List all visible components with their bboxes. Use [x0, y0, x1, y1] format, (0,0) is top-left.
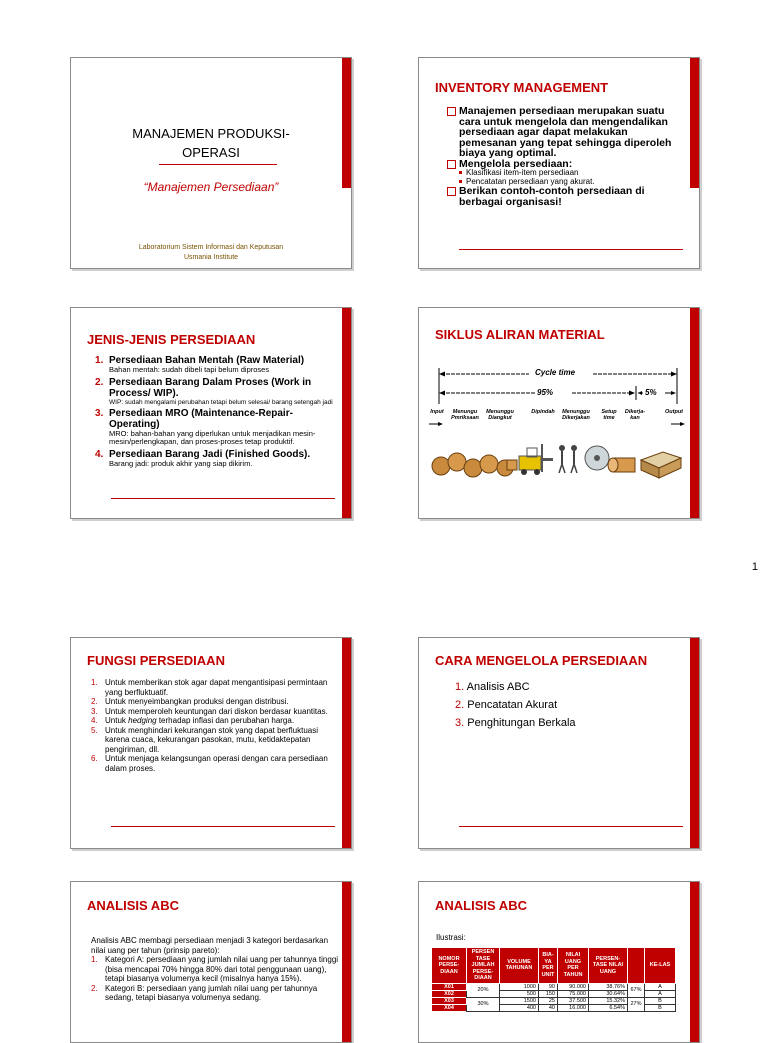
forklift-icon: [507, 444, 553, 475]
list-description: MRO: bahan-bahan yang diperlukan untuk menjadikan mesin-mesin/perlengkapan, dan proses-proses tetap produktif.: [109, 428, 316, 446]
title-divider: [159, 164, 277, 165]
list-number: 2.: [455, 699, 465, 711]
slide-accent-bar: [690, 58, 699, 188]
list-heading: Persediaan Bahan Mentah (Raw Material): [109, 355, 305, 366]
slide-heading: INVENTORY MANAGEMENT: [435, 80, 609, 95]
stage-label: Menungu Pmriksaan: [451, 409, 479, 421]
column-header: PERSEN TASE JUMLAH PERSE-DIAAN: [467, 948, 500, 984]
method-list: [455, 678, 576, 732]
lab-line-2: Usmania Institute: [183, 254, 239, 261]
list-item: [455, 714, 576, 732]
list-number: 6.: [91, 754, 98, 763]
slide-accent-bar: [342, 638, 351, 848]
table-cell: B: [645, 997, 676, 1004]
table-cell: X03: [432, 997, 467, 1004]
saw-blade-icon: [585, 446, 609, 470]
pct-5-label: 5%: [645, 388, 657, 397]
list-item: [91, 697, 341, 707]
slide-cara-mengelola: [418, 637, 700, 849]
list-heading: Persediaan Barang Dalam Proses (Work in Process/ WIP).: [109, 376, 312, 399]
stage-label: Dikerja-kan: [624, 409, 646, 421]
slide-inventory-management: [418, 57, 700, 269]
table-cell: 1500: [500, 997, 539, 1004]
table-cell: 150: [539, 990, 558, 997]
table-cell: X01: [432, 983, 467, 990]
bullet-text: Manajemen persediaan merupakan suatu cara untuk mengelola dan mengendalikan persediaan agar dapat melakukan pemesanan yang tepat sehingga diperoleh biaya yang optimal.: [459, 105, 672, 159]
slide-accent-bar: [690, 638, 699, 848]
list-text: Untuk: [105, 716, 129, 725]
list-text: Kategori B: persediaan yang jumlah nilai uang per tahunnya sedang, tetapi biasanya volumenya sedang.: [105, 983, 318, 1002]
bullet-text: Mengelola persediaan:: [459, 157, 573, 170]
slide-body: [447, 106, 687, 207]
list-number: 4.: [95, 448, 104, 460]
table-cell: 90.000: [558, 983, 589, 990]
stage-label: Dipindah: [531, 409, 555, 415]
table-cell: B: [645, 1004, 676, 1011]
table-cell: X04: [432, 1004, 467, 1011]
abc-table: [431, 947, 676, 1012]
list-text: Pencatatan Akurat: [467, 699, 558, 711]
stage-label: Menunggu Dikerjakan: [562, 409, 590, 421]
list-number: 3.: [455, 717, 465, 729]
square-bullet-icon: [459, 180, 462, 183]
slide-heading: FUNGSI PERSEDIAAN: [87, 653, 225, 668]
table-cell: 30%: [467, 997, 500, 1011]
log-stack-icon: [432, 453, 513, 477]
list-item: [95, 377, 340, 406]
list-number: 3.: [95, 407, 104, 419]
list-text: Untuk menghindari kekurangan stok yang dapat berfluktuasi karena cuaca, kekurangan pasokan, mutu, ketidaktepatan pengiriman, dll.: [105, 725, 319, 754]
table-cell: 6.54%: [589, 1004, 628, 1011]
title-line-2: OPERASI: [182, 145, 240, 160]
list-number: 2.: [91, 697, 98, 706]
list-text: Penghitungan Berkala: [467, 717, 576, 729]
table-cell: 38.76%: [589, 983, 628, 990]
list-description: Barang jadi: produk akhir yang siap dikirim.: [109, 458, 253, 468]
title-line-1: MANAJEMEN PRODUKSI-: [132, 126, 290, 141]
list-text: terhadap inflasi dan perubahan harga.: [156, 716, 295, 725]
table-cell: 75.000: [558, 990, 589, 997]
slide-title: [70, 57, 352, 269]
list-number: 2.: [95, 376, 104, 388]
list-text: Untuk menjaga kelangsungan operasi dengan cara persediaan dalam proses.: [105, 754, 328, 773]
table-cell: 37.500: [558, 997, 589, 1004]
cycle-time-diagram: [427, 356, 689, 516]
column-header: NOMOR PERSE-DIAAN: [432, 948, 467, 984]
list-item: [91, 955, 343, 984]
sub-bullet-text: Pencatatan persediaan yang akurat.: [466, 176, 595, 186]
checkbox-bullet-icon: [447, 160, 456, 169]
footer-divider: [459, 249, 683, 250]
slide-accent-bar: [342, 882, 351, 1042]
lumber-stack-icon: [641, 452, 681, 478]
table-cell: 15.32%: [589, 997, 628, 1004]
list-text: Analisis ABC: [466, 681, 530, 693]
slide-subtitle: “Manajemen Persediaan”: [143, 180, 279, 194]
table-cell: A: [645, 990, 676, 997]
list-number: 1.: [95, 355, 104, 366]
processed-log-icon: [608, 458, 635, 472]
list-number: 5.: [91, 725, 98, 735]
list-text: Untuk memperoleh keuntungan dari diskon berdasar kuantitas.: [105, 706, 328, 716]
table-cell: 500: [500, 990, 539, 997]
lab-credit: [71, 243, 351, 263]
bullet-item: [447, 159, 687, 170]
sub-bullet-text: Klasifikasi item-item persediaan: [466, 168, 579, 177]
function-list: [91, 678, 341, 773]
list-item: [95, 355, 340, 375]
page-number: 1: [751, 561, 758, 573]
list-heading: Persediaan MRO (Maintenance-Repair-Operating): [109, 407, 293, 430]
list-number: 2.: [91, 983, 98, 993]
table-cell: 20%: [467, 983, 500, 997]
list-number: 1.: [91, 678, 98, 687]
stage-label: Output: [664, 409, 684, 415]
checkbox-bullet-icon: [447, 107, 456, 116]
table-cell: 16.000: [558, 1004, 589, 1011]
column-header: VOLUME TAHUNAN: [500, 948, 539, 984]
list-description: WIP: sudah mengalami perubahan tetapi belum selesai/ barang setengah jadi: [109, 398, 333, 406]
table-cell: 25: [539, 997, 558, 1004]
list-description: Bahan mentah: sudah dibeli tapi belum diproses: [109, 365, 270, 374]
stage-label: Input: [430, 409, 444, 415]
checkbox-bullet-icon: [447, 187, 456, 196]
table-cell: 27%: [628, 997, 645, 1011]
column-header: NILAI UANG PER TAHUN: [558, 948, 589, 984]
column-header: [628, 948, 645, 984]
slide-analisis-abc-table: [418, 881, 700, 1043]
footer-divider: [459, 826, 683, 827]
bullet-item: [447, 106, 687, 159]
slide-heading: JENIS-JENIS PERSEDIAAN: [87, 332, 256, 347]
table-header-row: [432, 948, 676, 984]
list-heading: Persediaan Barang Jadi (Finished Goods).: [109, 448, 311, 460]
list-item: [91, 984, 343, 1003]
list-item: [91, 726, 341, 755]
list-number: 3.: [91, 706, 98, 716]
list-item: [91, 678, 341, 697]
table-cell: 40: [539, 1004, 558, 1011]
pct-95-label: 95%: [537, 388, 554, 397]
slide-jenis-persediaan: [70, 307, 352, 519]
slide-accent-bar: [690, 882, 699, 1042]
slide-analisis-abc-text: [70, 881, 352, 1043]
list-text: Untuk memberikan stok agar dapat mengantisipasi permintaan yang berfluktuatif.: [105, 678, 328, 697]
column-header: KE-LAS: [645, 948, 676, 984]
table-cell: 67%: [628, 983, 645, 997]
slide-heading: SIKLUS ALIRAN MATERIAL: [435, 327, 605, 342]
table-row: [432, 983, 676, 990]
list-item: [455, 678, 576, 696]
list-item: [91, 716, 341, 726]
slide-body: [91, 936, 343, 1003]
stage-label: Menunggu Diangkut: [486, 409, 514, 421]
table-cell: 30.64%: [589, 990, 628, 997]
slide-heading: ANALISIS ABC: [87, 898, 179, 913]
table-cell: 90: [539, 983, 558, 990]
footer-divider: [111, 498, 335, 499]
slide-heading: ANALISIS ABC: [435, 898, 527, 913]
list-item: [91, 754, 341, 773]
column-header: PERSEN-TASE NILAI UANG: [589, 948, 628, 984]
footer-divider: [111, 826, 335, 827]
list-item: [95, 449, 340, 469]
illustration-label: Ilustrasi:: [436, 933, 466, 942]
slide-title-text: [71, 124, 351, 162]
cycle-time-label: Cycle time: [535, 368, 576, 377]
list-number: 1.: [91, 955, 98, 964]
stage-label: Setup time: [601, 409, 617, 421]
list-number: 4.: [91, 716, 98, 725]
list-item: [91, 707, 341, 717]
table-cell: 1000: [500, 983, 539, 990]
workers-icon: [559, 445, 577, 473]
list-text: Kategori A: persediaan yang jumlah nilai uang per tahunnya tinggi (bisa mencapai 70% hingga 80% dari total penggunaan uang), tetapi biasanya volumenya kecil (misalnya hanya 15%).: [105, 955, 339, 983]
slide-fungsi-persediaan: [70, 637, 352, 849]
lab-line-1: Laboratorium Sistem Informasi dan Keputusan: [138, 244, 284, 251]
table-cell: X02: [432, 990, 467, 997]
list-item: [95, 408, 340, 447]
list-number: 1.: [455, 681, 465, 693]
table-cell: A: [645, 983, 676, 990]
list-text-emphasis: hedging: [128, 716, 157, 725]
column-header: BIA-YA PER UNIT: [539, 948, 558, 984]
slide-body: [95, 355, 340, 470]
slide-accent-bar: [342, 308, 351, 518]
bullet-text: Berikan contoh-contoh persediaan di berbagai organisasi!: [459, 185, 645, 208]
intro-text: Analisis ABC membagi persediaan menjadi 3 kategori berdasarkan nilai uang per tahun (prinsip pareto):: [91, 936, 329, 955]
slide-heading: CARA MENGELOLA PERSEDIAAN: [435, 653, 648, 668]
bullet-item: [447, 186, 687, 207]
slide-siklus-aliran-material: [418, 307, 700, 519]
square-bullet-icon: [459, 171, 462, 174]
list-item: [455, 696, 576, 714]
list-text: Untuk menyeimbangkan produksi dengan distribusi.: [105, 697, 289, 706]
table-row: [432, 997, 676, 1004]
slide-accent-bar: [690, 308, 699, 518]
table-cell: 400: [500, 1004, 539, 1011]
